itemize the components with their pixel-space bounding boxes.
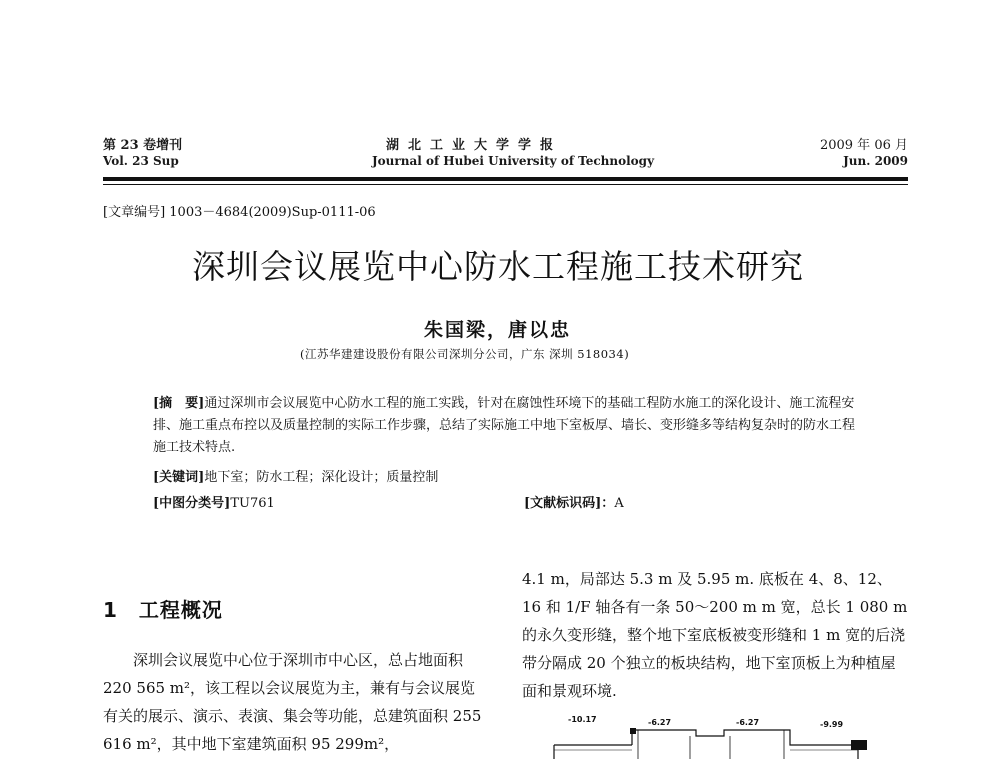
document-code-value: A [614, 496, 624, 511]
document-code-label: [文献标识码]： [524, 496, 615, 511]
journal-name-en: Journal of Hubei University of Technology [372, 154, 655, 168]
right-column [522, 565, 910, 705]
keywords-text: 地下室；防水工程；深化设计；质量控制 [204, 470, 439, 485]
volume-cn: 第 23 卷增刊 [103, 138, 183, 153]
issue-date-cn: 2009 年 06 月 [819, 138, 908, 153]
issue-date-en: Jun. 2009 [843, 154, 908, 168]
article-title: 深圳会议展览中心防水工程施工技术研究 [192, 247, 804, 286]
header-rule-thick [103, 177, 908, 181]
classification-code: TU761 [230, 496, 275, 511]
keywords-label: [关键词] [153, 470, 205, 485]
abstract [153, 393, 861, 459]
abstract-text: 通过深圳市会议展览中心防水工程的施工实践，针对在腐蚀性环境下的基础工程防水施工的深化设计、施工流程安排、施工重点布控以及质量控制的实际工作步骤，总结了实际施工中地下室板厚、墙长、变形缝多等结构复杂时的防水工程施工技术特点. [153, 396, 856, 455]
keywords [153, 466, 438, 485]
right-column-paragraph: 4.1 m，局部达 5.3 m 及 5.95 m. 底板在 4、8、12、16 和 1/F 轴各有一条 50～200 m m 宽，总长 1 080 m 的永久变形缝，整个地下室底板被变形缝和 1 m 宽的后浇带分隔成 20 个独立的板块结构，地下室顶板上为种植屋面和景观环境. [522, 570, 908, 700]
elevation-label: -6.27 [648, 718, 672, 727]
elevation-label: -6.27 [736, 718, 760, 727]
authors: 朱国梁，唐以忠 [424, 319, 572, 341]
volume-en: Vol. 23 Sup [103, 154, 179, 168]
elevation-label: -9.99 [820, 720, 844, 729]
section-heading: 1 工程概况 [103, 598, 223, 622]
affiliation: (江苏华建建设股份有限公司深圳分公司，广东 深圳 518034) [300, 347, 630, 361]
header-rule-thin [103, 184, 908, 185]
article-number: [文章编号] 1003－4684(2009)Sup-0111-06 [103, 205, 376, 220]
abstract-label: [摘 要] [153, 396, 205, 411]
elevation-label: -10.17 [568, 715, 597, 724]
classification-label: [中图分类号] [153, 496, 231, 511]
left-column [103, 646, 489, 758]
left-column-paragraph: 深圳会议展览中心位于深圳市中心区，总占地面积 220 565 m²，该工程以会议展览为主，兼有与会议展览有关的展示、演示、表演、集会等功能，总建筑面积 255 616 m²，其中地下室建筑面积 95 299m²， [103, 651, 482, 753]
document-code [524, 492, 624, 511]
journal-name-cn: 湖北工业大学学报 [386, 138, 563, 153]
classification [153, 492, 275, 511]
section-drawing [548, 710, 888, 759]
